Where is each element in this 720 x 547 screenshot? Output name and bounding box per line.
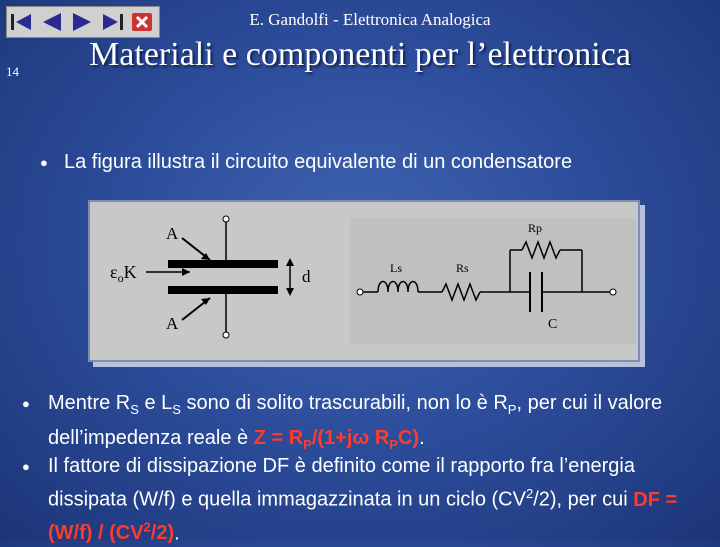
dielectric-constant-label: K: [123, 262, 137, 282]
svg-text:εoK: [110, 262, 137, 285]
impedance-formula: $Z = R_P/(1+j\omega$ $R_PC$): [253, 427, 420, 452]
bullet-marker: ●: [22, 459, 30, 474]
circuit-figure: [88, 200, 640, 362]
permittivity-symbol: ε: [110, 262, 118, 282]
slide-navigation-toolbar: [6, 6, 160, 38]
slide-number: 14: [6, 64, 19, 79]
area-label-top: A: [166, 224, 179, 243]
distance-label: d: [302, 267, 311, 286]
next-slide-button[interactable]: [67, 8, 97, 36]
series-resistance-label: Rs: [456, 261, 469, 275]
bullet-marker: ●: [40, 155, 48, 170]
first-slide-icon: [9, 11, 35, 33]
slide-title: Materiali e componenti per l’elettronica: [89, 36, 631, 73]
bullet-dissipation: Il fattore di dissipazione DF è definito come il rapporto fra l’energia dissipata (W/f) e quella immagazzinata in un ciclo $(CV^2/2)$, per cui DF = $(W/f) / (CV^2/2)$.: [48, 455, 678, 545]
bullet-resistances: Mentre $R_S$ e $L_S$ sono di solito trascurabili, non lo è $R_P$, per cui il valore dell’impedenza reale è $Z = R_P/(1+j\omega$ $R_PC$).: [48, 392, 663, 452]
bullet-marker: ●: [22, 396, 30, 411]
close-icon: [129, 11, 155, 33]
series-inductance-label: Ls: [390, 261, 402, 275]
bullet-intro: La figura illustra il circuito equivalente di un condensatore: [64, 151, 573, 173]
last-slide-button[interactable]: [97, 8, 127, 36]
capacitance-label: C: [548, 317, 558, 332]
next-slide-icon: [69, 11, 95, 33]
previous-slide-button[interactable]: [37, 8, 67, 36]
area-label-bottom: A: [166, 314, 179, 333]
previous-slide-icon: [39, 11, 65, 33]
permittivity-subscript: o: [117, 271, 124, 285]
first-slide-button[interactable]: [7, 8, 37, 36]
parallel-resistance-label: Rp: [528, 221, 543, 235]
capacitor-diagram: [90, 202, 638, 360]
dissipation-formula: DF = $(W/f) / (CV^2/2)$: [48, 488, 678, 545]
close-presentation-button[interactable]: [127, 8, 157, 36]
course-header: E. Gandolfi - Elettronica Analogica: [249, 10, 491, 29]
last-slide-icon: [99, 11, 125, 33]
